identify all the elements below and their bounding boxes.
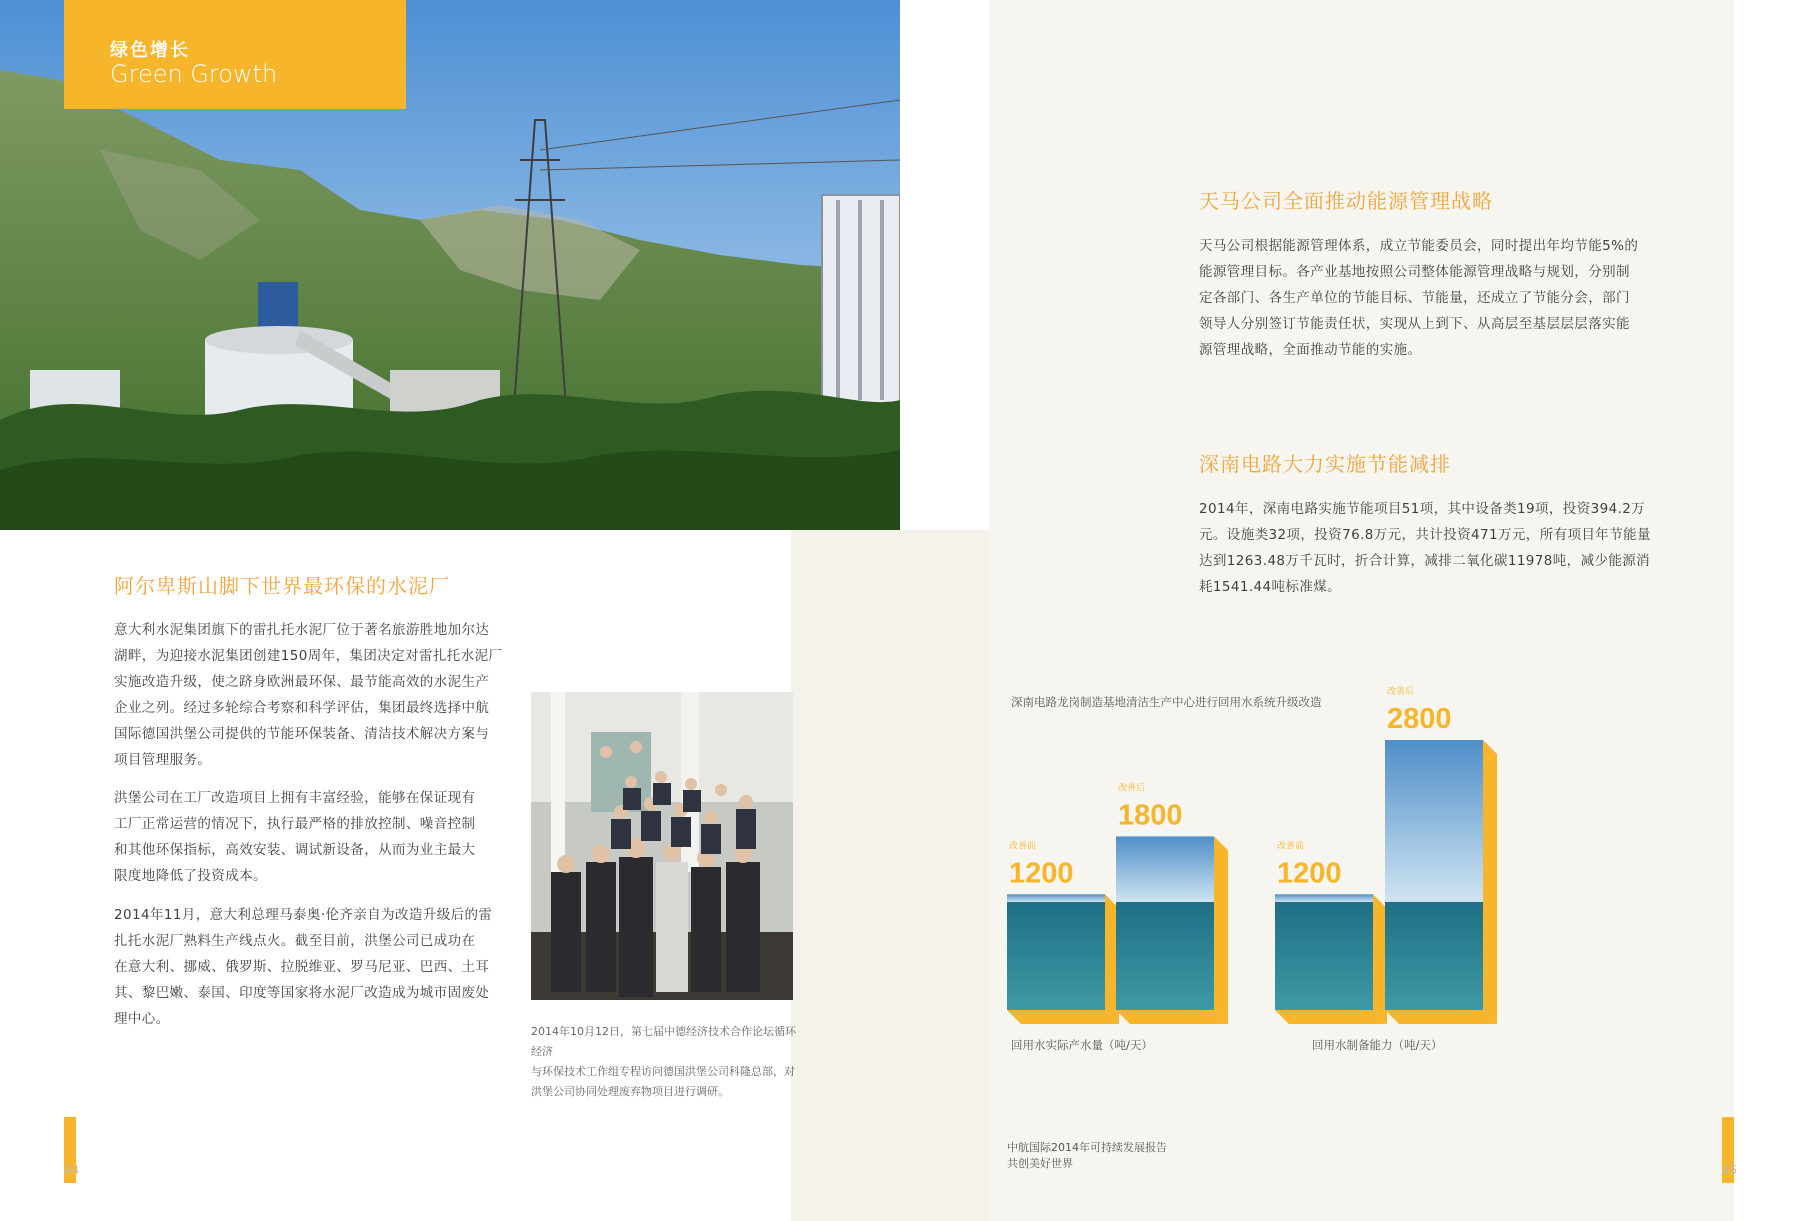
bar-state-label-0-0: 改善前 — [1009, 841, 1037, 852]
bar-sky-0-1 — [1116, 836, 1214, 902]
bar-value-label-1-0: 1200 — [1277, 857, 1342, 890]
chart-group-label-1: 回用水实际产水量（吨/天） — [1011, 1038, 1153, 1052]
bar-state-label-0-1: 改善后 — [1118, 783, 1146, 794]
chart-title: 深南电路龙岗制造基地清洁生产中心进行回用水系统升级改造 — [1011, 695, 1322, 709]
right-page-number: 45 — [1722, 1163, 1738, 1177]
section-tag-cn: 绿色增长 — [110, 40, 190, 61]
right-heading-1: 天马公司全面推动能源管理战略 — [1199, 189, 1493, 213]
left-paragraph-3: 2014年11月，意大利总理马泰奥·伦齐亲自为改造升级后的雷 扎托水泥厂熟料生产线点火。截至目前，洪堡公司已成功在 在意大利、挪威、俄罗斯、拉脱维亚、罗马尼亚、巴西、土耳 其、黎巴嫩、泰国、印度等国家将水泥厂改造成为城市固废处 理中心。 — [114, 907, 493, 1027]
bar-bottom-1-1 — [1385, 1010, 1497, 1024]
group-photo — [531, 692, 793, 1000]
bar-value-label-0-1: 1800 — [1118, 799, 1183, 832]
bar-bottom-1-0 — [1275, 1010, 1387, 1024]
footer-slogan: 共创美好世界 — [1007, 1157, 1073, 1170]
bar-1-0 — [1275, 902, 1373, 1010]
photo-caption: 2014年10月12日，第七届中德经济技术合作论坛循环经济 与环保技术工作组专程访问德国洪堡公司科隆总部，对 洪堡公司协同处理废弃物项目进行调研。 — [531, 1025, 796, 1098]
chart-svg — [989, 680, 1549, 1060]
left-paragraph-1: 意大利水泥集团旗下的雷扎托水泥厂位于著名旅游胜地加尔达 湖畔，为迎接水泥集团创建150周年，集团决定对雷扎托水泥厂 实施改造升级，使之跻身欧洲最环保、最节能高效的水泥生产 企业之列。经过多轮综合考察和科学评估，集团最终选择中航 国际德国洪堡公司提供的节能环保装备、清洁技术解决方案与 项目管理服务。 — [114, 622, 503, 768]
right-paragraph-2: 2014年，深南电路实施节能项目51项，其中设备类19项，投资394.2万 元。设施类32项，投资76.8万元，共计投资471万元，所有项目年节能量 达到1263.48万千瓦时，折合计算，减排二氧化碳11978吨，减少能源消 耗1541.44吨标准煤。 — [1199, 501, 1651, 595]
bar-sky-0-0 — [1007, 894, 1105, 902]
report-footer — [1007, 1140, 1167, 1172]
bar-sky-1-1 — [1385, 740, 1483, 902]
section-tag-en: Green Growth — [110, 60, 278, 88]
left-heading: 阿尔卑斯山脚下世界最环保的水泥厂 — [114, 574, 450, 598]
left-paragraph-2: 洪堡公司在工厂改造项目上拥有丰富经验，能够在保证现有 工厂正常运营的情况下，执行最严格的排放控制、噪音控制 和其他环保指标，高效安装、调试新设备，从而为业主最大 限度地降低了投资成本。 — [114, 790, 476, 884]
bar-sky-1-0 — [1275, 894, 1373, 902]
bar-0-0 — [1007, 902, 1105, 1010]
right-heading-2: 深南电路大力实施节能减排 — [1199, 452, 1451, 476]
bar-state-label-1-0: 改善前 — [1277, 841, 1305, 852]
chart-group-label-2: 回用水制备能力（吨/天） — [1312, 1038, 1443, 1052]
bar-bottom-0-0 — [1007, 1010, 1119, 1024]
bar-side-1-1 — [1483, 740, 1497, 1024]
bar-side-1-0 — [1373, 894, 1387, 1024]
right-margin — [1734, 0, 1800, 1221]
bar-1-1 — [1385, 902, 1483, 1010]
bar-value-label-0-0: 1200 — [1009, 857, 1074, 890]
bar-value-label-1-1: 2800 — [1387, 703, 1452, 735]
bar-bottom-0-1 — [1116, 1010, 1228, 1024]
bar-0-1 — [1116, 902, 1214, 1010]
right-paragraph-1: 天马公司根据能源管理体系，成立节能委员会，同时提出年均节能5%的 能源管理目标。各产业基地按照公司整体能源管理战略与规划，分别制 定各部门、各生产单位的节能目标、节能量，还成立了节能分会，部门 领导人分别签订节能责任状，实现从上到下、从高层至基层层层落实能 源管理战略，全面推动节能的实施。 — [1199, 238, 1639, 358]
left-page-number: 44 — [64, 1163, 80, 1177]
left-page-beige-strip — [791, 530, 989, 1221]
bar-side-0-1 — [1214, 836, 1228, 1024]
bar-state-label-1-1: 改善后 — [1387, 687, 1415, 697]
footer-report-title: 中航国际2014年可持续发展报告 — [1007, 1141, 1167, 1154]
